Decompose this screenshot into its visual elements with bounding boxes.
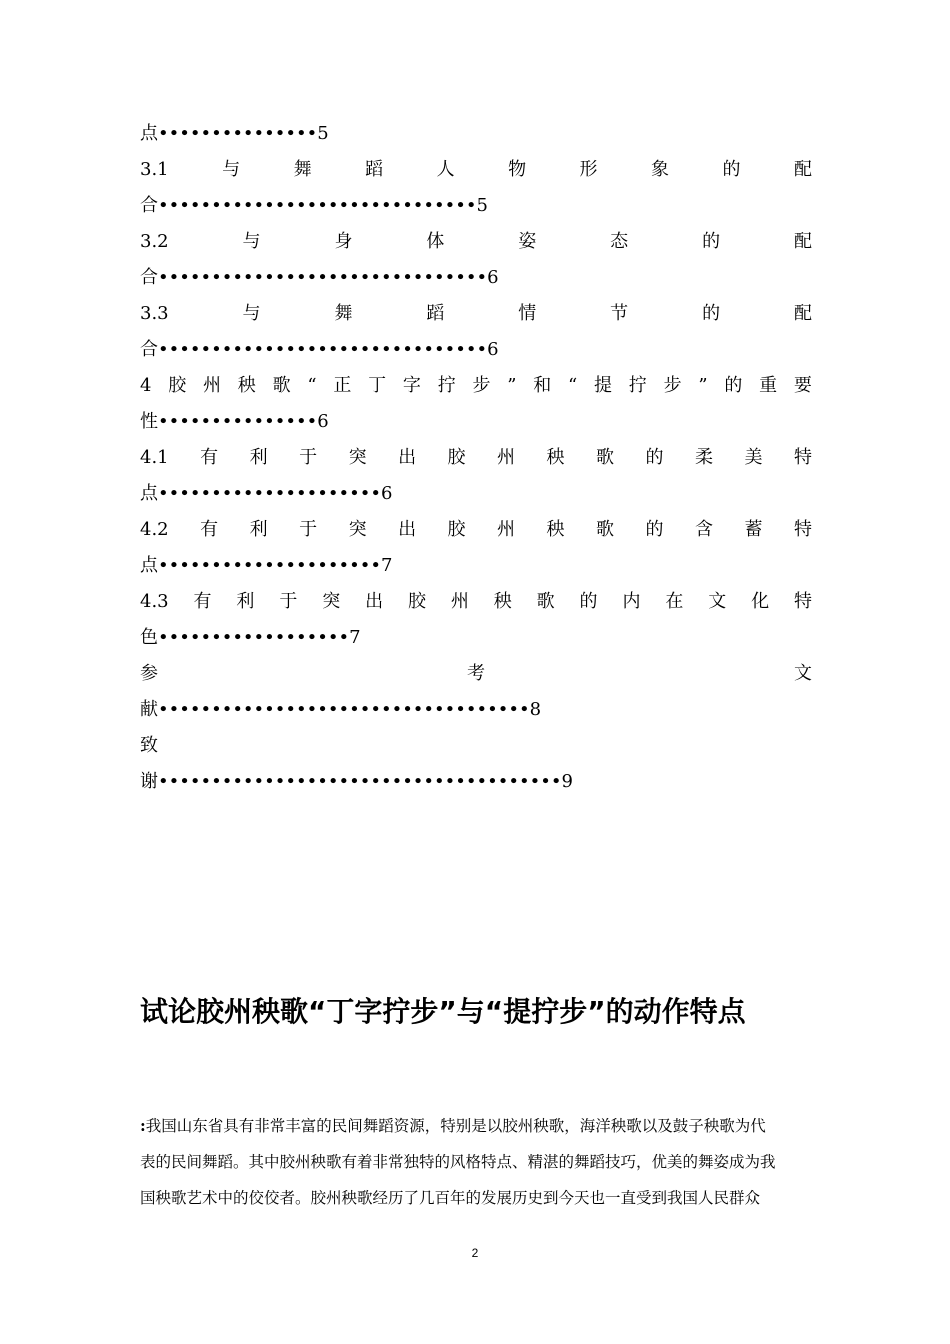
toc-word: 的: [724, 375, 743, 396]
toc-text: 献•••••••••••••••••••••••••••••••••••8: [140, 699, 542, 720]
toc-word: 于: [299, 519, 318, 540]
toc-word: 利: [249, 519, 268, 540]
toc-word: 字: [402, 375, 421, 396]
toc-word: 步: [663, 375, 682, 396]
toc-word: 物: [508, 159, 527, 180]
toc-word: 配: [794, 159, 812, 180]
toc-word: 突: [348, 447, 367, 468]
toc-word: 与: [242, 231, 261, 252]
toc-word: 州: [497, 447, 516, 468]
toc-word: 考: [467, 663, 485, 684]
article-title: 试论胶州秧歌“丁字拧步”与“提拧步”的动作特点: [140, 995, 746, 1028]
toc-line[interactable]: [140, 224, 812, 260]
toc-line[interactable]: [140, 584, 812, 620]
toc-word: 美: [744, 447, 763, 468]
toc-word: 有: [200, 447, 219, 468]
toc-line[interactable]: [140, 332, 812, 368]
toc-text: 合•••••••••••••••••••••••••••••••6: [140, 339, 499, 360]
toc-word: “: [307, 375, 317, 396]
toc-line[interactable]: [140, 152, 812, 188]
toc-text: 谢••••••••••••••••••••••••••••••••••••••9: [140, 771, 573, 792]
toc-word: “: [568, 375, 578, 396]
toc-word: 形: [579, 159, 598, 180]
toc-word: 蓄: [744, 519, 763, 540]
toc-line[interactable]: [140, 764, 812, 800]
toc-word: 舞: [293, 159, 312, 180]
toc-word: 有: [200, 519, 219, 540]
toc-word: 人: [436, 159, 455, 180]
toc-word: 的: [702, 231, 721, 252]
toc-line[interactable]: [140, 368, 812, 404]
toc-word: 于: [299, 447, 318, 468]
toc-word: 秧: [546, 519, 565, 540]
toc-word: 的: [722, 159, 741, 180]
toc-word: 舞: [334, 303, 353, 324]
toc-text: 点•••••••••••••••••••••7: [140, 555, 393, 576]
toc-word: 与: [242, 303, 261, 324]
toc-word: 姿: [518, 231, 537, 252]
toc-word: 配: [793, 303, 812, 324]
toc-word: 秧: [237, 375, 256, 396]
toc-word: 特: [794, 591, 812, 612]
toc-word: 秧: [546, 447, 565, 468]
toc-word: 的: [645, 447, 664, 468]
toc-word: 歌: [596, 447, 614, 468]
toc-word: 节: [610, 303, 629, 324]
toc-word: 胶: [168, 375, 187, 396]
toc-word: 文: [794, 663, 812, 684]
toc-word: 在: [665, 591, 684, 612]
abstract: [140, 1108, 812, 1216]
toc-line[interactable]: [140, 512, 812, 548]
toc-word: 的: [579, 591, 598, 612]
toc-word: 4.1: [140, 447, 169, 468]
toc-line[interactable]: [140, 476, 812, 512]
toc-word: 蹈: [426, 303, 445, 324]
toc-word: 的: [645, 519, 664, 540]
toc-word: 4: [140, 375, 152, 396]
toc-line[interactable]: [140, 548, 812, 584]
toc-text: 色••••••••••••••••••7: [140, 627, 361, 648]
abstract-line-1: [140, 1108, 812, 1144]
toc-word: 3.3: [140, 303, 169, 324]
toc-word: 突: [348, 519, 367, 540]
toc-word: 拧: [437, 375, 456, 396]
toc-word: 歌: [536, 591, 555, 612]
toc-word: 州: [450, 591, 469, 612]
toc-word: 含: [694, 519, 713, 540]
toc-text: 致: [140, 735, 158, 756]
toc-text: 合••••••••••••••••••••••••••••••5: [140, 195, 488, 216]
toc-word: 利: [249, 447, 268, 468]
toc-word: 蹈: [365, 159, 384, 180]
toc-word: 内: [622, 591, 641, 612]
toc-text: 点•••••••••••••••••••••6: [140, 483, 393, 504]
toc-word: 胶: [447, 447, 466, 468]
toc-word: 柔: [694, 447, 713, 468]
toc-word: 重: [759, 375, 778, 396]
toc-word: 身: [334, 231, 353, 252]
toc-word: ”: [698, 375, 708, 396]
toc-word: 文: [708, 591, 727, 612]
toc-word: 和: [533, 375, 552, 396]
abstract-line-2: 表的民间舞蹈。其中胶州秧歌有着非常独特的风格特点、精湛的舞蹈技巧，优美的舞姿成为我: [140, 1153, 776, 1171]
toc-word: 利: [236, 591, 255, 612]
toc-word: 出: [365, 591, 384, 612]
toc-line[interactable]: [140, 188, 812, 224]
toc-line[interactable]: [140, 620, 812, 656]
toc-word: 要: [793, 375, 812, 396]
toc-word: 配: [793, 231, 812, 252]
table-of-contents: [140, 116, 812, 800]
toc-line[interactable]: [140, 728, 812, 764]
toc-word: 体: [426, 231, 445, 252]
toc-word: 歌: [272, 375, 291, 396]
toc-word: 3.2: [140, 231, 169, 252]
toc-text: 点•••••••••••••••5: [140, 123, 329, 144]
toc-line[interactable]: [140, 440, 812, 476]
toc-word: 秧: [493, 591, 512, 612]
toc-text: 性•••••••••••••••6: [140, 411, 329, 432]
toc-word: 与: [222, 159, 241, 180]
toc-word: 有: [193, 591, 212, 612]
abstract-line-3: 国秧歌艺术中的佼佼者。胶州秧歌经历了几百年的发展历史到今天也一直受到我国人民群众: [140, 1189, 761, 1207]
toc-line[interactable]: [140, 116, 812, 152]
toc-word: 州: [203, 375, 222, 396]
toc-line[interactable]: [140, 692, 812, 728]
toc-word: 拧: [628, 375, 647, 396]
toc-word: 步: [472, 375, 491, 396]
toc-word: 的: [702, 303, 721, 324]
toc-word: 州: [497, 519, 516, 540]
toc-word: 情: [518, 303, 537, 324]
toc-word: 提: [594, 375, 612, 396]
toc-word: 4.2: [140, 519, 169, 540]
toc-word: 特: [793, 447, 812, 468]
toc-word: 象: [651, 159, 670, 180]
toc-word: 胶: [447, 519, 466, 540]
abstract-text: 我国山东省具有非常丰富的民间舞蹈资源，特别是以胶州秧歌，海洋秧歌以及鼓子秧歌为代: [145, 1117, 766, 1135]
toc-word: 歌: [596, 519, 614, 540]
toc-line[interactable]: [140, 296, 812, 332]
toc-word: 突: [322, 591, 341, 612]
page-number: 2: [471, 1246, 479, 1260]
toc-word: 4.3: [140, 591, 169, 612]
toc-word: 参: [140, 663, 158, 684]
toc-word: 特: [793, 519, 812, 540]
toc-word: 于: [279, 591, 298, 612]
toc-line[interactable]: [140, 260, 812, 296]
toc-line[interactable]: [140, 404, 812, 440]
toc-word: 胶: [407, 591, 426, 612]
toc-word: ”: [507, 375, 517, 396]
toc-text: 合•••••••••••••••••••••••••••••••6: [140, 267, 499, 288]
toc-word: 3.1: [140, 159, 169, 180]
toc-word: 化: [751, 591, 770, 612]
toc-word: 正: [333, 375, 352, 396]
toc-word: 丁: [368, 375, 387, 396]
toc-line[interactable]: [140, 656, 812, 692]
toc-word: 出: [398, 519, 417, 540]
toc-word: 态: [610, 231, 629, 252]
toc-word: 出: [398, 447, 417, 468]
abstract-lead-mark: :: [140, 1116, 146, 1135]
